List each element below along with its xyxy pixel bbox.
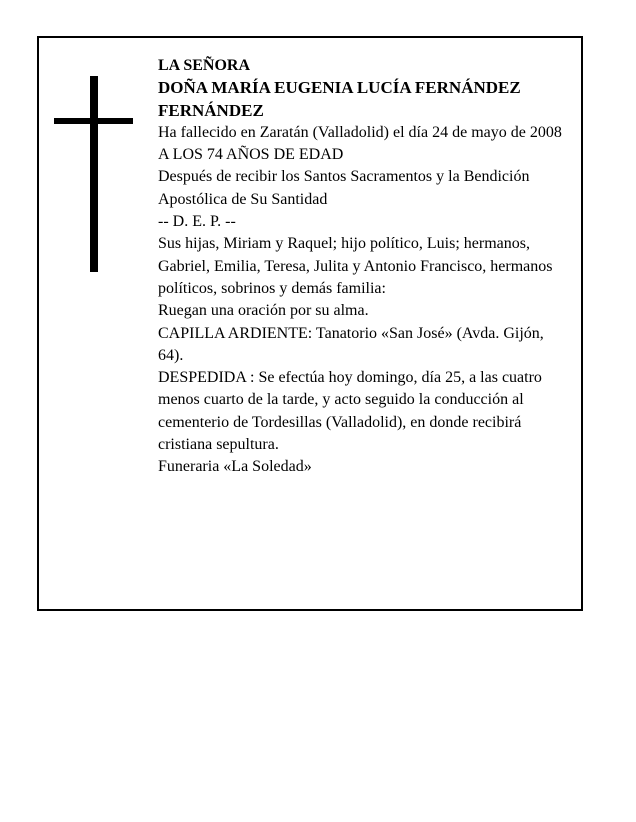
dep-line: -- D. E. P. -- <box>158 213 236 231</box>
chapel-line: CAPILLA ARDIENTE: Tanatorio «San José» (Avda. Gijón, 64). <box>158 324 544 364</box>
age-line: A LOS 74 AÑOS DE EDAD <box>158 146 344 164</box>
title-line: LA SEÑORA <box>158 57 251 74</box>
sacraments-line: Después de recibir los Santos Sacramentos y la Bendición Apostólica de Su Santidad <box>158 168 530 208</box>
obituary-text <box>158 55 570 479</box>
farewell-line: DESPEDIDA : Se efectúa hoy domingo, día 25, a las cuatro menos cuarto de la tarde, y acto seguido la conducción al cementerio de Tordesillas (Valladolid), en donde recibirá cristiana sepultura. <box>158 369 542 454</box>
death-info: Ha fallecido en Zaratán (Valladolid) el día 24 de mayo de 2008 <box>158 123 562 141</box>
funeral-home-line: Funeraria «La Soledad» <box>158 458 312 476</box>
obituary-frame <box>37 36 583 611</box>
cross-horizontal-bar <box>54 118 133 124</box>
family-line: Sus hijas, Miriam y Raquel; hijo político, Luis; hermanos, Gabriel, Emilia, Teresa, Julita y Antonio Francisco, hermanos políticos, sobrinos y demás familia: <box>158 235 553 297</box>
cross-vertical-bar <box>90 76 98 272</box>
prayer-line: Ruegan una oración por su alma. <box>158 302 369 320</box>
deceased-name: DOÑA MARÍA EUGENIA LUCÍA FERNÁNDEZ FERNÁNDEZ <box>158 78 521 120</box>
